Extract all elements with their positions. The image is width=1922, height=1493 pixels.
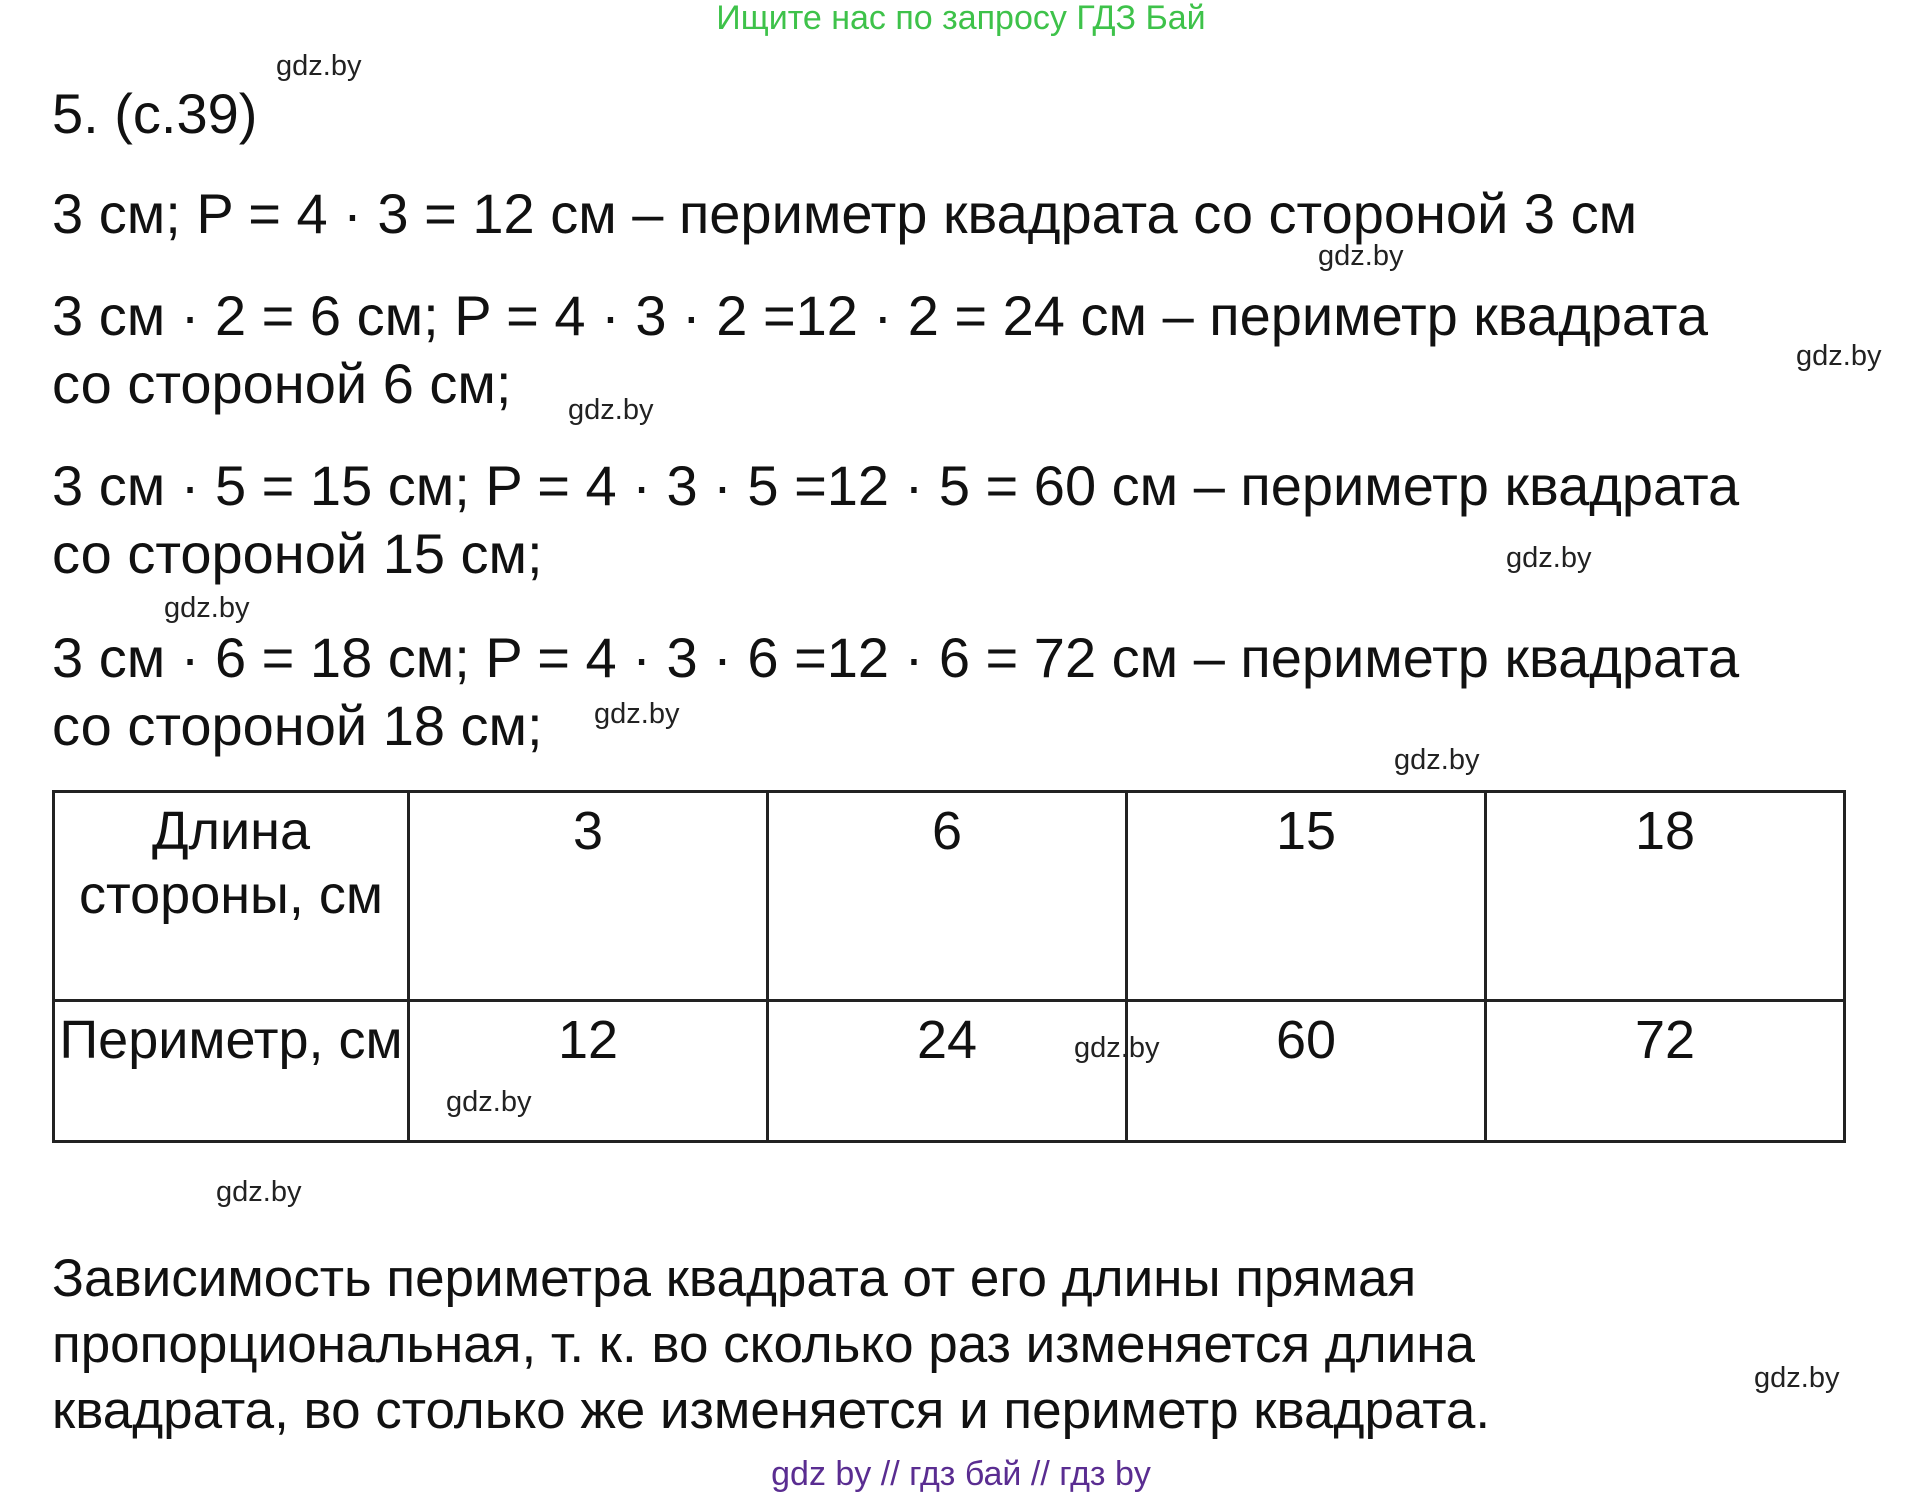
watermark: gdz.by bbox=[1796, 340, 1882, 372]
table-cell-side-2: 6 bbox=[768, 792, 1127, 1001]
conclusion-line-2: пропорциональная, т. к. во сколько раз изменяется длина bbox=[52, 1315, 1475, 1374]
watermark: gdz.by bbox=[216, 1176, 302, 1208]
watermark: gdz.by bbox=[1318, 240, 1404, 272]
table-cell-side-1: 3 bbox=[409, 792, 768, 1001]
solution-line-4b: со стороной 18 см; bbox=[52, 694, 543, 757]
watermark: gdz.by bbox=[1754, 1362, 1840, 1394]
table-cell-side-4: 18 bbox=[1486, 792, 1845, 1001]
table-cell-perimeter-4: 72 bbox=[1486, 1001, 1845, 1142]
solution-line-3b: со стороной 15 см; bbox=[52, 522, 543, 585]
solution-line-1: 3 см; P = 4 · 3 = 12 см – периметр квадрата со стороной 3 см bbox=[52, 182, 1638, 245]
conclusion-line-1: Зависимость периметра квадрата от его длины прямая bbox=[52, 1249, 1417, 1308]
conclusion-line-3: квадрата, во столько же изменяется и периметр квадрата. bbox=[52, 1381, 1491, 1440]
table-row-side-length bbox=[54, 792, 1845, 1001]
data-table bbox=[52, 790, 1846, 1143]
bottom-banner: gdz by // гдз бай // гдз by bbox=[771, 1455, 1151, 1493]
solution-line-2b: со стороной 6 см; bbox=[52, 352, 512, 415]
table-header-perimeter: Периметр, см bbox=[54, 1001, 409, 1142]
table-cell-perimeter-1: 12 bbox=[409, 1001, 768, 1142]
top-banner: Ищите нас по запросу ГДЗ Бай bbox=[716, 0, 1206, 37]
table-header-side-length: Длина стороны, см bbox=[54, 792, 409, 1001]
solution-line-4a: 3 см · 6 = 18 см; P = 4 · 3 · 6 =12 · 6 = 72 см – периметр квадрата bbox=[52, 626, 1740, 689]
solution-line-3a: 3 см · 5 = 15 см; P = 4 · 3 · 5 =12 · 5 = 60 см – периметр квадрата bbox=[52, 454, 1740, 517]
watermark: gdz.by bbox=[1394, 744, 1480, 776]
watermark: gdz.by bbox=[568, 394, 654, 426]
watermark: gdz.by bbox=[594, 698, 680, 730]
table-cell-perimeter-2: 24 bbox=[768, 1001, 1127, 1142]
watermark: gdz.by bbox=[276, 50, 362, 82]
watermark: gdz.by bbox=[446, 1086, 532, 1118]
table-row-perimeter bbox=[54, 1001, 1845, 1142]
watermark: gdz.by bbox=[1074, 1032, 1160, 1064]
table-cell-side-3: 15 bbox=[1127, 792, 1486, 1001]
watermark: gdz.by bbox=[164, 592, 250, 624]
watermark: gdz.by bbox=[1506, 542, 1592, 574]
task-number: 5. (с.39) bbox=[52, 82, 258, 145]
table-cell-perimeter-3: 60 bbox=[1127, 1001, 1486, 1142]
solution-line-2a: 3 см · 2 = 6 см; P = 4 · 3 · 2 =12 · 2 = 24 см – периметр квадрата bbox=[52, 284, 1708, 347]
